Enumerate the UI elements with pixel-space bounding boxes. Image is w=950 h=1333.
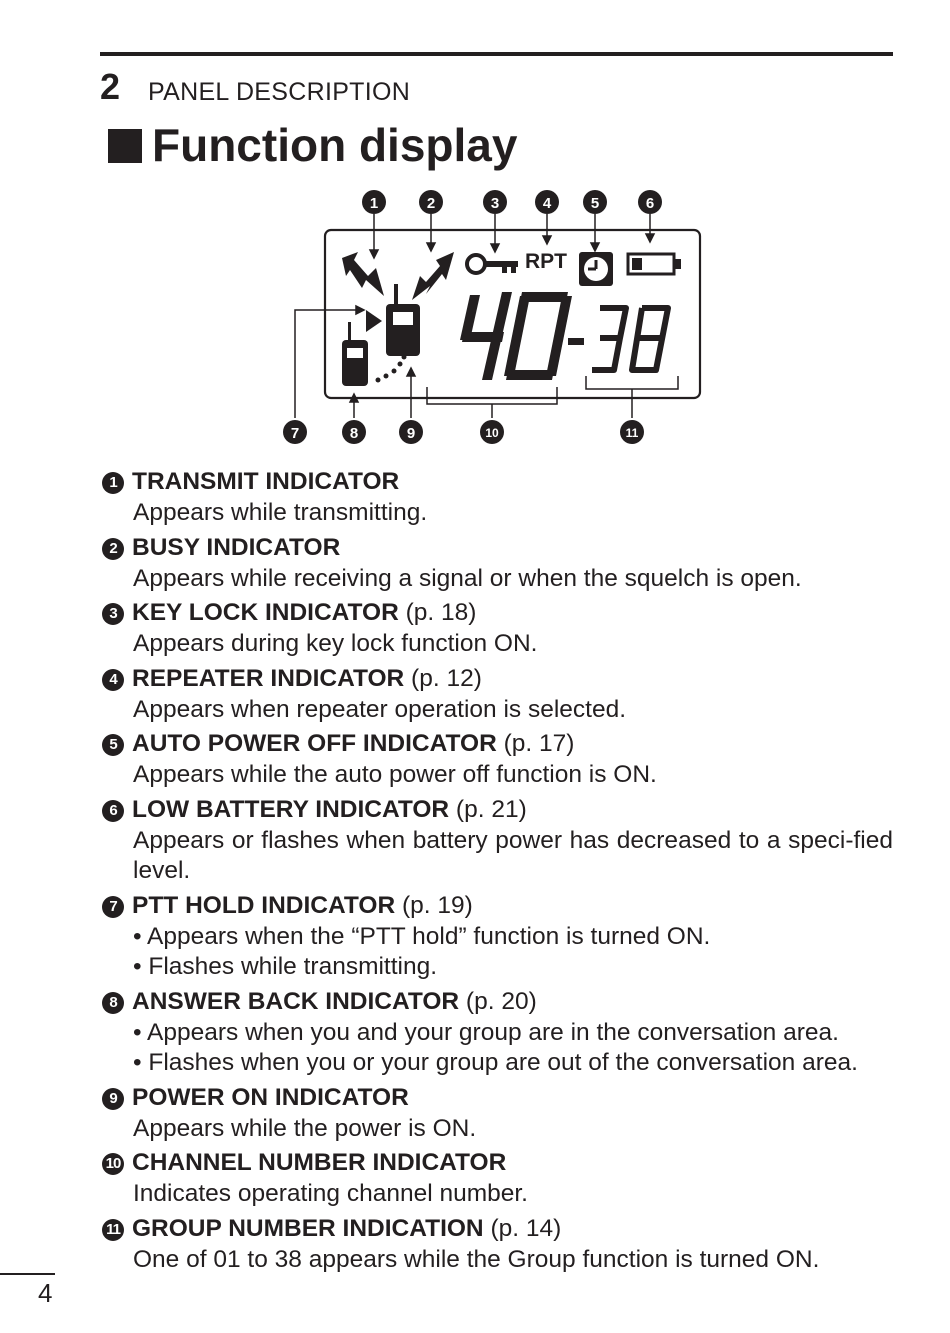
item-description <box>100 922 895 983</box>
svg-text:2: 2 <box>426 195 436 212</box>
repeater-indicator-label: RPT <box>525 250 567 273</box>
item-title: POWER ON INDICATOR <box>132 1083 409 1111</box>
callout-badge-9 <box>399 420 423 444</box>
callout-badge-7 <box>283 420 307 444</box>
svg-text:4: 4 <box>542 195 552 212</box>
item-page-ref: (p. 20) <box>459 987 537 1015</box>
item-number-badge: 9 <box>102 1088 124 1110</box>
key-lock-icon <box>467 255 518 273</box>
list-item <box>100 986 895 1079</box>
item-title: TRANSMIT INDICATOR <box>132 468 400 495</box>
callout-badge-10 <box>480 420 504 444</box>
item-number-badge: 3 <box>102 603 124 625</box>
item-number-badge: 6 <box>102 800 124 822</box>
item-description: One of 01 to 38 appears while the Group function is turned ON. <box>133 1245 820 1273</box>
item-title: KEY LOCK INDICATOR <box>132 599 399 626</box>
svg-text:6: 6 <box>645 195 655 212</box>
item-page-ref: (p. 17) <box>496 730 575 757</box>
item-number-badge: 1 <box>102 472 124 494</box>
svg-text:9: 9 <box>406 425 416 442</box>
answer-back-radio-icon <box>342 322 368 386</box>
item-title: GROUP NUMBER INDICATION <box>132 1214 484 1242</box>
item-page-ref: (p. 12) <box>404 664 482 692</box>
list-item <box>100 890 895 983</box>
callout-badge-4 <box>535 190 559 214</box>
callout-badge-6 <box>638 190 662 214</box>
item-bullet: • Flashes when you or your group are out of the conversation area. <box>133 1049 858 1076</box>
page-number: 4 <box>38 1278 53 1308</box>
low-battery-icon <box>628 254 681 274</box>
callout-badge-11 <box>620 420 644 444</box>
item-page-ref: (p. 19) <box>395 891 473 919</box>
item-description: Appears while the power is ON. <box>133 1114 477 1142</box>
item-description: Appears while receiving a signal or when the squelch is open. <box>133 564 802 592</box>
item-description: Appears while transmitting. <box>133 499 428 526</box>
item-page-ref: (p. 14) <box>483 1214 562 1242</box>
svg-text:40: 40 <box>480 370 482 371</box>
item-description: Appears or flashes when battery power has decreased to a speci-fied level. <box>133 826 893 884</box>
transmit-indicator-icon <box>342 252 384 296</box>
function-display-diagram <box>270 180 730 455</box>
item-number-badge: 4 <box>102 669 124 691</box>
channel-group-dash <box>568 338 584 345</box>
item-page-ref: (p. 21) <box>449 795 527 823</box>
item-title: PTT HOLD INDICATOR <box>132 891 396 919</box>
svg-text:3: 3 <box>490 195 500 212</box>
callout-badge-8 <box>342 420 366 444</box>
svg-text:5: 5 <box>590 195 600 212</box>
signal-dots <box>376 355 407 383</box>
item-bullet: • Appears when you and your group are in the conversation area. <box>133 1018 839 1046</box>
item-title: REPEATER INDICATOR <box>132 664 405 692</box>
group-number-digits <box>592 308 668 371</box>
item-number-badge: 8 <box>102 992 124 1014</box>
list-item <box>100 1082 895 1145</box>
list-item <box>100 663 895 726</box>
heading-square-icon <box>108 129 142 163</box>
item-number-badge: 10 <box>102 1153 124 1175</box>
list-item <box>100 1147 895 1210</box>
item-title: CHANNEL NUMBER INDICATOR <box>132 1149 507 1176</box>
item-bullet: • Flashes while transmitting. <box>133 953 438 980</box>
busy-indicator-icon <box>412 252 454 300</box>
item-description: Appears during key lock function ON. <box>133 630 538 657</box>
item-number-badge: 11 <box>102 1219 124 1241</box>
item-number-badge: 5 <box>102 734 124 756</box>
page-heading <box>108 118 517 172</box>
item-number-badge: 2 <box>102 538 124 560</box>
indicator-list <box>100 466 895 1278</box>
svg-text:1: 1 <box>369 195 379 212</box>
list-item <box>100 1213 895 1276</box>
list-item <box>100 466 895 529</box>
callout-badge-3 <box>483 190 507 214</box>
item-number-badge: 7 <box>102 896 124 918</box>
item-title: BUSY INDICATOR <box>132 533 341 561</box>
svg-text:7: 7 <box>290 425 300 442</box>
svg-text:11: 11 <box>625 426 639 440</box>
item-description: Appears while the auto power off function is ON. <box>133 761 657 788</box>
item-description: Indicates operating channel number. <box>133 1180 528 1207</box>
callout-badge-2 <box>419 190 443 214</box>
auto-power-off-clock-icon <box>579 252 613 286</box>
list-item <box>100 597 895 660</box>
svg-text:10: 10 <box>485 426 499 440</box>
ptt-hold-triangle-icon <box>366 310 382 332</box>
svg-text:8: 8 <box>349 425 359 442</box>
item-description <box>100 1018 895 1079</box>
callout-badge-5 <box>583 190 607 214</box>
item-title: ANSWER BACK INDICATOR <box>132 987 460 1015</box>
channel-number-digits <box>460 292 572 380</box>
section-number: 2 <box>100 66 121 107</box>
section-title: PANEL DESCRIPTION <box>148 78 411 106</box>
list-item <box>100 728 895 791</box>
item-page-ref: (p. 18) <box>398 599 477 626</box>
item-title: AUTO POWER OFF INDICATOR <box>132 730 497 757</box>
list-item <box>100 532 895 595</box>
callout-badge-1 <box>362 190 386 214</box>
item-title: LOW BATTERY INDICATOR <box>132 795 450 823</box>
list-item <box>100 794 895 887</box>
svg-text:38: 38 <box>630 370 632 371</box>
item-description: Appears when repeater operation is selected. <box>133 695 627 723</box>
heading-text: Function display <box>152 119 518 171</box>
footer-rule <box>0 1273 55 1275</box>
item-bullet: • Appears when the “PTT hold” function is turned ON. <box>133 922 711 950</box>
header-rule <box>100 52 893 56</box>
